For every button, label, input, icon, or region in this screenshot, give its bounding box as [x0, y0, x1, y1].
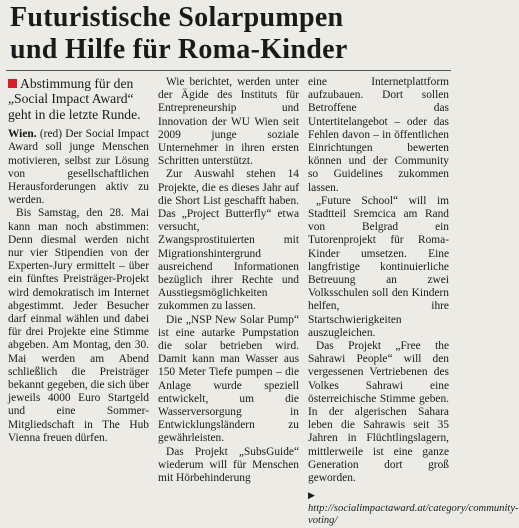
body-paragraph: Wie berichtet, werden unter der Ägide des Instituts für Entrepreneurship und Innovation der WU Wien seit 2009 junge soziale Unternehmer in ihren ersten Schritten unterstützt. — [158, 76, 299, 168]
article-columns — [6, 76, 519, 528]
headline — [6, 2, 451, 66]
headline-line-2: und Hilfe für Roma-Kinder — [10, 34, 348, 65]
body-paragraph: Das Projekt „SubsGuide“ wiederum will für Menschen mit Hörbehinderung — [158, 445, 299, 485]
column-3 — [308, 76, 519, 528]
body-paragraph: Zur Auswahl stehen 14 Projekte, die es dieses Jahr auf die Short List geschafft haben. Das „Project Butterfly“ etwa versucht, Zwangsprostituierten mit Migrationshintergrund ausreichend Informationen bezüglich ihrer Rechte und Ausstiegsmöglichkeiten zukommen zu lassen. — [158, 168, 299, 313]
source-url[interactable]: http://socialimpactaward.at/category/community-voting/ — [308, 502, 519, 527]
body-paragraph: Das Projekt „Free the Sahrawi People“ will den vergessenen Vertriebenen des Volkes Sahrawi eine österreichische Stimme geben. In der algerischen Sahara leben die Sahrawis seit 35 Jahren in Flüchtlingslagern, mittlerweile ist eine ganze Generation dort groß geworden. — [308, 340, 449, 485]
body-paragraph: „Future School“ will im Stadtteil Sremcica am Rand von Belgrad ein Tutorenprojekt für Roma-Kinder umsetzen. Eine langfristige kontinuierliche Betreuung an zwei Volksschulen soll den Kindern helfen, ihre Startschwierigkeiten auszugleichen. — [308, 194, 449, 339]
column-1 — [8, 76, 149, 528]
body-text: (red) Der Social Impact Award soll junge Menschen motivieren, selbst zur Lösung von gesellschaftlichen Herausforderungen aktiv zu werden. — [8, 128, 149, 207]
teaser — [8, 76, 149, 122]
arrow-right-icon: ▶ — [308, 490, 315, 501]
body-paragraph: Die „NSP New Solar Pump“ ist eine autarke Pumpstation die solar betrieben wird. Damit kann man Wasser aus 150 Meter Tiefe pumpen – die Anlage wurde speziell entwickelt, um die Wasserversorgung in Entwicklungsländern zu gewährleisten. — [158, 313, 299, 445]
dateline: Wien. — [8, 128, 37, 141]
body-paragraph: Bis Samstag, den 28. Mai kann man noch abstimmen: Denn diesmal werden nicht nur vier Stipendien von der Experten-Jury ermittelt – über ein fünftes Preisträger-Projekt wird demokratisch im Internet abgestimmt. Jeder Besucher darf einmal wählen und dabei für drei Projekte eine Stimme abgeben. Am Montag, den 30. Mai werden am Abend schließlich die Preisträger bekannt gegeben, die sich über jeweils 4000 Euro Startgeld und eine Sommer-Mitgliedschaft in The Hub Vienna freuen dürfen. — [8, 207, 149, 444]
column-2 — [158, 76, 299, 528]
body-paragraph: eine Internetplattform aufzubauen. Dort sollen Betroffene das Untertitelangebot – oder das Fehlen davon – in öffentlichen Einrichtungen bewerten können und der Community so Guidelines zukommen lassen. — [308, 76, 449, 194]
headline-rule — [6, 70, 451, 71]
headline-line-1: Futuristische Solarpumpen — [10, 2, 344, 33]
body-paragraph — [8, 128, 149, 207]
teaser-text: Abstimmung für den „Social Impact Award“ geht in die letzte Runde. — [8, 76, 141, 122]
source-link[interactable] — [308, 489, 519, 528]
red-square-icon — [8, 79, 17, 88]
